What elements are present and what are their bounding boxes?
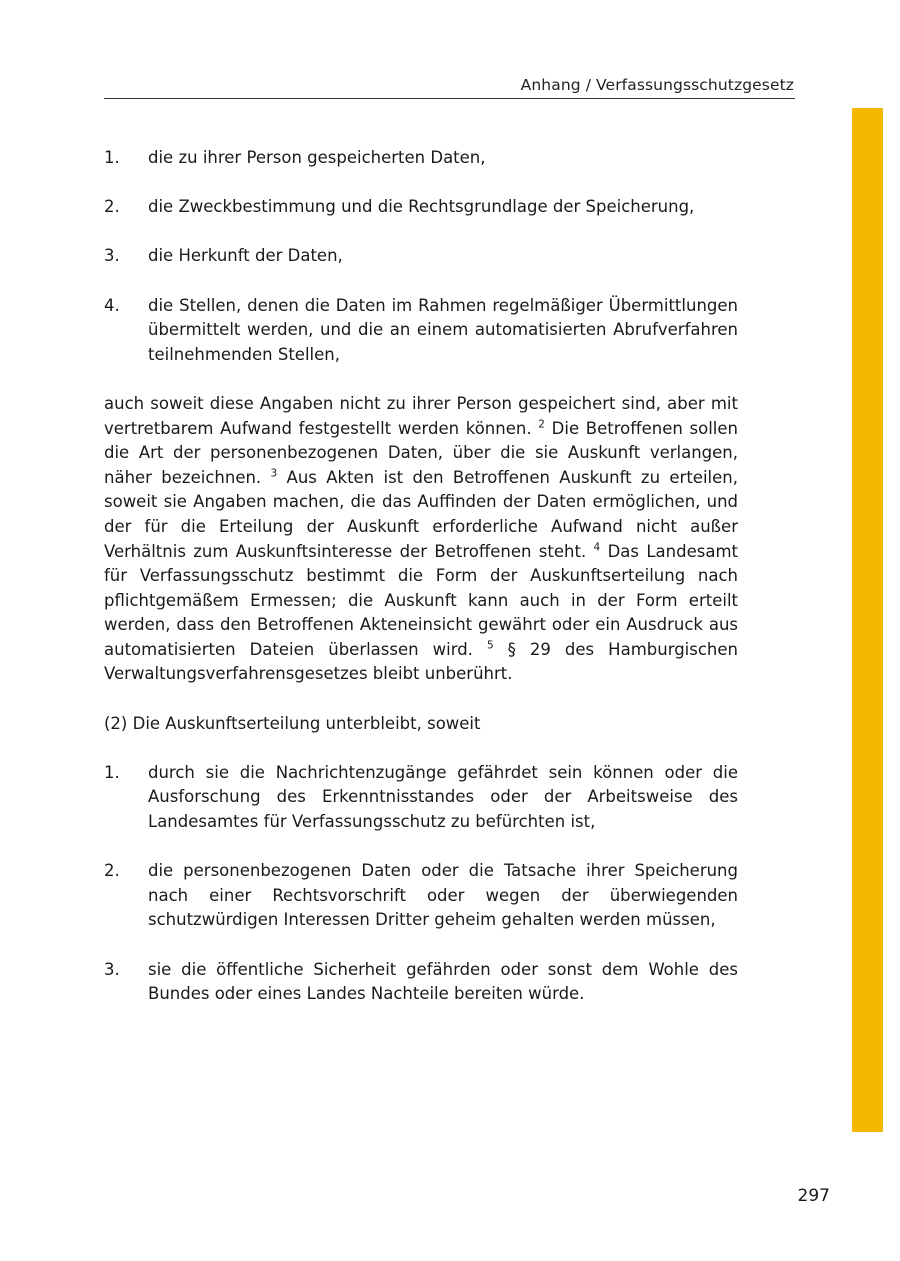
- paragraph-text: auch soweit diese Angaben nicht zu ihrer Person gespeichert sind, aber mit vertretbarem Aufwand festgestellt werden können.: [104, 393, 738, 438]
- paragraph-text: Das Landesamt für Verfassungsschutz bestimmt die Form der Auskunftserteilung nach pflichtgemäßem Ermessen; die Auskunft kann auch in der Form erteilt werden, dass den Betroffenen Akteneinsicht gewährt oder ein Ausdruck aus automatisierten Dateien überlassen wird.: [104, 541, 738, 659]
- list-item-text: die zu ihrer Person gespeicherten Daten,: [148, 148, 486, 167]
- list-item-number: 2.: [104, 861, 120, 881]
- sentence-number: 5: [486, 639, 494, 652]
- list-item-number: 4.: [104, 295, 120, 315]
- paragraph-text: Aus Akten ist den Betroffenen Auskunft zu erteilen, soweit sie Angaben machen, die das Auffinden der Daten ermöglichen, und der für die Erteilung der Auskunft erforderliche Aufwand nicht außer Verhältnis zum Auskunftsinteresse der Betroffenen steht.: [104, 467, 738, 561]
- list-item-number: 3.: [104, 959, 120, 979]
- page-body: [104, 146, 738, 1007]
- header-rule: [104, 98, 795, 99]
- list-item-text: die Herkunft der Daten,: [148, 246, 343, 266]
- list-item-text: die Zweckbestimmung und die Rechtsgrundlage der Speicherung,: [148, 197, 695, 217]
- list-item-number: 3.: [104, 246, 120, 266]
- list-item-number: 1.: [104, 148, 120, 167]
- list-item: [104, 146, 738, 171]
- list-item-number: 2.: [104, 197, 120, 217]
- running-header: Anhang / Verfassungsschutzgesetz: [520, 76, 794, 94]
- sentence-number: 3: [270, 467, 278, 480]
- list-item: [104, 195, 738, 220]
- list-item-text: die personenbezogenen Daten oder die Tatsache ihrer Speicherung nach einer Rechtsvorschrift oder wegen der überwiegenden schutzwürdigen Interessen Dritter geheim gehalten werden müssen,: [148, 861, 738, 930]
- list-item: [104, 294, 738, 368]
- paragraph-text: Die Betroffenen sollen die Art der personenbezogenen Daten, über die sie Auskunft verlangen, näher bezeichnen.: [104, 418, 739, 487]
- list-item-text: durch sie die Nachrichtenzugänge gefährdet sein können oder die Ausforschung des Erkenntnisstandes oder der Arbeitsweise des Landesamtes für Verfassungsschutz zu befürchten ist,: [148, 762, 738, 832]
- page-number: 297: [797, 1186, 830, 1206]
- list-item: [104, 761, 738, 835]
- sentence-number: 4: [593, 541, 601, 553]
- list-item: [104, 859, 738, 933]
- chapter-side-tab: [852, 108, 883, 1132]
- list-item-text: sie die öffentliche Sicherheit gefährden oder sonst dem Wohle des Bundes oder eines Landes Nachteile bereiten würde.: [148, 959, 738, 1004]
- section-2-intro: (2) Die Auskunftserteilung unterbleibt, soweit: [104, 713, 481, 733]
- list-item: [104, 958, 738, 1007]
- list-item-number: 1.: [104, 762, 120, 782]
- continuation-paragraph: [104, 392, 738, 687]
- sentence-number: 2: [538, 418, 545, 431]
- list-item-text: die Stellen, denen die Daten im Rahmen regelmäßiger Übermittlungen übermittelt werden, und die an einem automatisierten Abrufverfahren teilnehmenden Stellen,: [148, 295, 738, 364]
- paragraph-text: § 29 des Hamburgischen Verwaltungsverfahrensgesetzes bleibt unberührt.: [104, 639, 738, 684]
- list-item: [104, 244, 738, 269]
